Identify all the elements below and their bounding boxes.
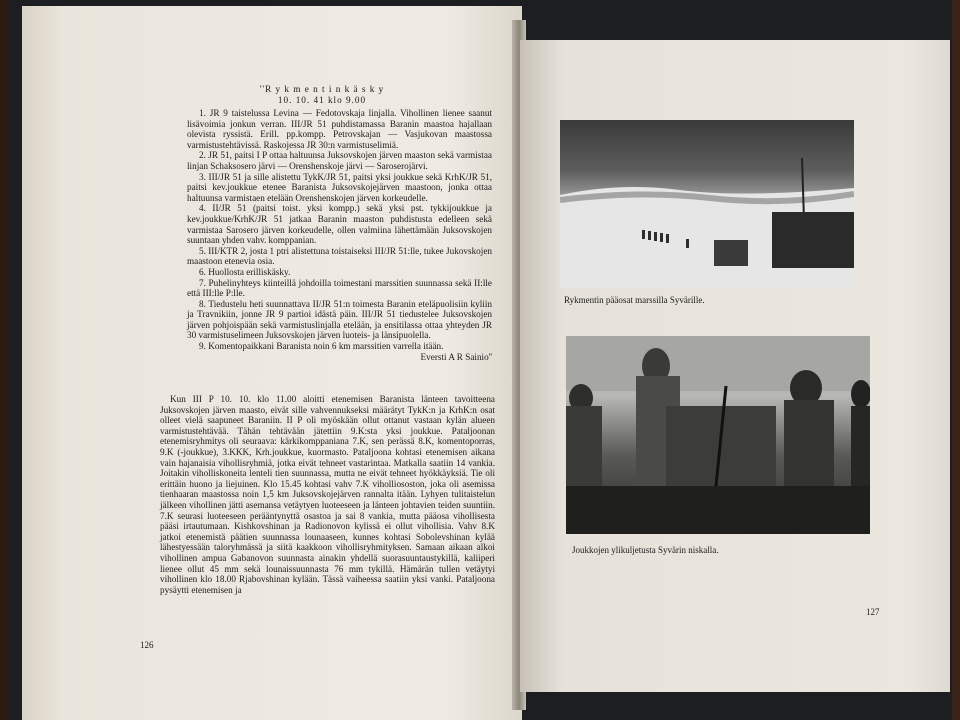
order-item: 8. Tiedustelu heti suunnattava II/JR 51:n toimesta Baranin eteläpuolisiin kyliin ja Travnikiin, jonne JR 9 partioi idästä päin. III/JR 51 tiedustelee Juksovskojen järven pohjoispään sekä varmistuslinjalla etelään, ja ensitilassa ottaa yhteyden JR 30 varmistuselimeen Juksovskojen järven luoteis- ja länsipuolella. (187, 298, 492, 341)
order-item: 9. Komentopaikkani Baranista noin 6 km marssitien varrella itään. (199, 341, 444, 352)
order-item: 4. II/JR 51 (paitsi toist. yksi kompp.) sekä yksi pst. tykkijoukkue ja kev.joukkue/KrhK/JR 51 jatkaa Baranin maaston puhdistusta edelleen sekä varmistaa Sarosero järven korkeudelle, ollen valmiina lähettämään Juksovskojen suuntaan yhden vahv. komppanian. (187, 203, 492, 246)
photo-river-crossing (566, 336, 870, 534)
caption-photo-1: Rykmentin pääosat marssilla Syvärille. (564, 295, 705, 305)
page-number-right: 127 (866, 607, 880, 617)
order-item: 5. III/KTR 2, josta 1 ptri alistettuna toistaiseksi III/JR 51:lle, tukee Jukovskojen maastoon etenevia osia. (187, 245, 492, 267)
photo-winter-march (560, 120, 854, 288)
winter-march-drawing (560, 120, 854, 288)
right-page (520, 40, 950, 692)
order-signature: Eversti A R Sainio'' (420, 351, 492, 362)
order-item: 1. JR 9 taistelussa Levina — Fedotovskaja linjalla. Vihollinen lienee saanut lisävoimia jonkun verran. III/JR 51 puhdistamassa Baranin maastoa hajallaan olevista ryssistä. Erill. pp.kompp. Petrovskajan — Vasjukovan maastossa varmistustehtävissä. Raskojessa JR 30:n varmistuselimiä. (187, 108, 492, 150)
narrative-text (160, 394, 495, 595)
order-item: 7. Puhelinyhteys kiinteillä johdoilla toimestani marssitien suunnassa sekä II:lle että III:lle P:lle. (187, 277, 492, 299)
caption-photo-2: Joukkojen ylikuljetusta Syvärin niskalla. (572, 545, 719, 555)
narrative-paragraph: Kun III P 10. 10. klo 11.00 aloitti etenemisen Baranista länteen tavoitteena Juksovskojen järven maasto, eivät sille vahvennukseksi määrätyt TykK:n ja KrhK:n osat olleet vielä saapuneet Baraniin. II P oli myöskään ollut ottanut vastaan kylän alueen varmistustehtävää. Tähän tehtävään jätettiin 9.K:sta yksi joukkue. Pataljoonan etenemisryhmitys oli seuraava: kärkikomppaniana 7.K, sen perässä 8.K, komentoporras, 9.K (-joukkue), 3.KKK, Krh.joukkue, kuormasto. Pataljoona kohtasi etenemisen aikana vain hajanaisia vihollisryhmiä, jotka eivät tehneet vastarintaa. Matkalla saatiin 14 vankia. Joitakin viholliskoneita lenteli tien suunnassa, mutta ne eivät tehneet hyökkäyksiä. Tie oli erittäin huono ja liejuinen. Klo 15.45 kohtasi vahv 7.K viholliososton, joka oli asemissa tienhaaran maastossa noin 1,5 km Juksovskojejärven rannalta itään. Lyhyen tulitaistelun jälkeen vihollinen jätti asemansa vetäytyen luoteeseen ja länteen johtavien teiden suuntiin. 7.K seurasi luoteeseen perääntynyttä osastoa ja sai 8 vankia, mutta pääosa vihollisesta pääsi irtautumaan. Kishkovshinan ja Radionovon kylissä ei ollut vihollisia. Vahv 8.K jatkoi etenemistä päätien suunnassa lounaaseen, kunnes kohtasi Sobolevshinan kylää lähestyessään taloryhmässä ja siitä kaakkoon vihollisryhmityksen. Samaan aikaan alkoi vihollinen ampua Gabanovon suunnasta ainakin yhdellä suorasuuntaustykillä, kaliiperi lienee ollut 45 mm sekä lounaissuunnasta 76 mm tykillä. Hämärän tullen vetäytyi vihollinen klo 18.00 Rjabovshinan kylään. Tässä vaiheessa saatiin yksi vanki. Pataljoona pysäytti etenemisen ja (160, 394, 495, 595)
order-title (247, 84, 397, 106)
order-item: 3. III/JR 51 ja sille alistettu TykK/JR 51, paitsi yksi joukkue sekä KrhK/JR 51, paitsi kev.joukkue etenee Baranista Juksovskojejärven maastoon, jonka ottaa haltuunsa varmistaen etelään Orenshenskojen järven korkeudelle. (187, 171, 492, 203)
river-crossing-drawing (566, 336, 870, 534)
order-item: 6. Huollosta erilliskäsky. (199, 266, 291, 277)
order-item: 2. JR 51, paitsi I P ottaa haltuunsa Juksovskojen järven maaston sekä varmistaa linjan Schaksosero järvi — Orenshenskoje järvi — Saroserojärvi. (187, 150, 492, 171)
order-title-line1: ''R y k m e n t i n k ä s k y (259, 84, 385, 94)
left-page (22, 6, 522, 720)
order-title-line2: 10. 10. 41 klo 9.00 (277, 95, 367, 105)
regiment-order (187, 108, 492, 362)
page-number-left: 126 (140, 640, 154, 650)
